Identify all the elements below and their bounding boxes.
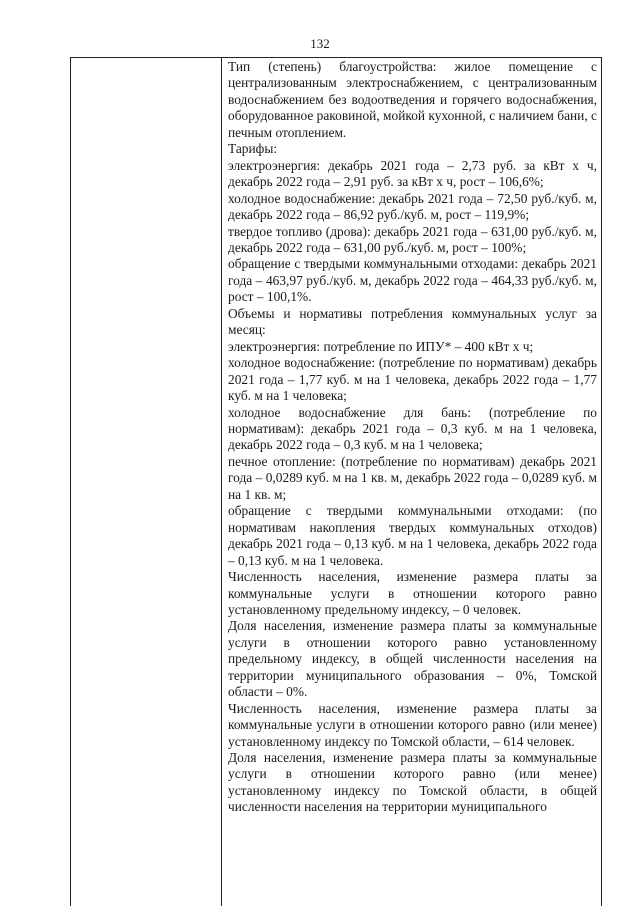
paragraph-tariff-electricity: электроэнергия: декабрь 2021 года – 2,73 руб. за кВт х ч, декабрь 2022 года – 2,91 руб. за кВт х ч, рост – 106,6%;	[228, 157, 597, 190]
paragraph-tariff-waste: обращение с твердыми коммунальными отходами: декабрь 2021 года – 463,97 руб./куб. м, декабрь 2022 года – 464,33 руб./куб. м, рост – 100,1%.	[228, 256, 597, 305]
paragraph-population-regional-index: Численность населения, изменение размера платы за коммунальные услуги в отношении которого равно (или менее) установленному индексу по Томской области, – 614 человек.	[228, 700, 597, 749]
paragraph-volumes-heading: Объемы и нормативы потребления коммунальных услуг за месяц:	[228, 305, 597, 338]
paragraph-volume-bath-water: холодное водоснабжение для бань: (потребление по нормативам): декабрь 2021 года – 0,3 куб. м на 1 человека, декабрь 2022 года – 0,3 куб. м на 1 человека;	[228, 404, 597, 453]
paragraph-volume-waste: обращение с твердыми коммунальными отходами: (по нормативам накопления твердых коммунальных отходов) декабрь 2021 года – 0,13 куб. м на 1 человека, декабрь 2022 года – 0,13 куб. м на 1 человека.	[228, 503, 597, 568]
paragraph-share-regional-index: Доля населения, изменение размера платы за коммунальные услуги в отношении которого равно (или менее) установленному индексу по Томской области, в общей численности населения на территории муниципального	[228, 750, 597, 815]
paragraph-tariff-solid-fuel: твердое топливо (дрова): декабрь 2021 года – 631,00 руб./куб. м, декабрь 2022 года – 631,00 руб./куб. м, рост – 100%;	[228, 223, 597, 255]
paragraph-tariff-cold-water: холодное водоснабжение: декабрь 2021 года – 72,50 руб./куб. м, декабрь 2022 года – 86,92 руб./куб. м, рост – 119,9%;	[228, 190, 597, 223]
paragraph-population-limit-index: Численность населения, изменение размера платы за коммунальные услуги в отношении которого равно установленному предельному индексу, – 0 человек.	[228, 569, 597, 617]
paragraph-volume-electricity: электроэнергия: потребление по ИПУ* – 400 кВт х ч;	[228, 338, 534, 354]
page-number: 132	[310, 36, 330, 51]
paragraph-amenities-type: Тип (степень) благоустройства: жилое помещение с централизованным электроснабжением, с централизованным водоснабжением без водоотведения и горячего водоснабжения, оборудованное раковиной, мойкой кухонной, с наличием бани, с печным отоплением.	[228, 59, 597, 140]
table-right-cell	[222, 58, 602, 906]
content-table	[70, 57, 602, 905]
table-left-cell	[70, 58, 222, 906]
paragraph-share-limit-index: Доля населения, изменение размера платы за коммунальные услуги в отношении которого равно установленному предельному индексу, в общей численности населения на территории муниципального образования – 0%, Томской области – 0%.	[228, 618, 597, 700]
paragraph-volume-stove-heating: печное отопление: (потребление по нормативам) декабрь 2021 года – 0,0289 куб. м на 1 кв. м, декабрь 2022 года – 0,0289 куб. м на 1 кв. м;	[228, 453, 597, 502]
paragraph-volume-cold-water: холодное водоснабжение: (потребление по нормативам) декабрь 2021 года – 1,77 куб. м на 1 человека, декабрь 2022 года – 1,77 куб. м на 1 человека;	[228, 355, 597, 404]
paragraph-tariffs-heading: Тарифы:	[228, 141, 278, 157]
